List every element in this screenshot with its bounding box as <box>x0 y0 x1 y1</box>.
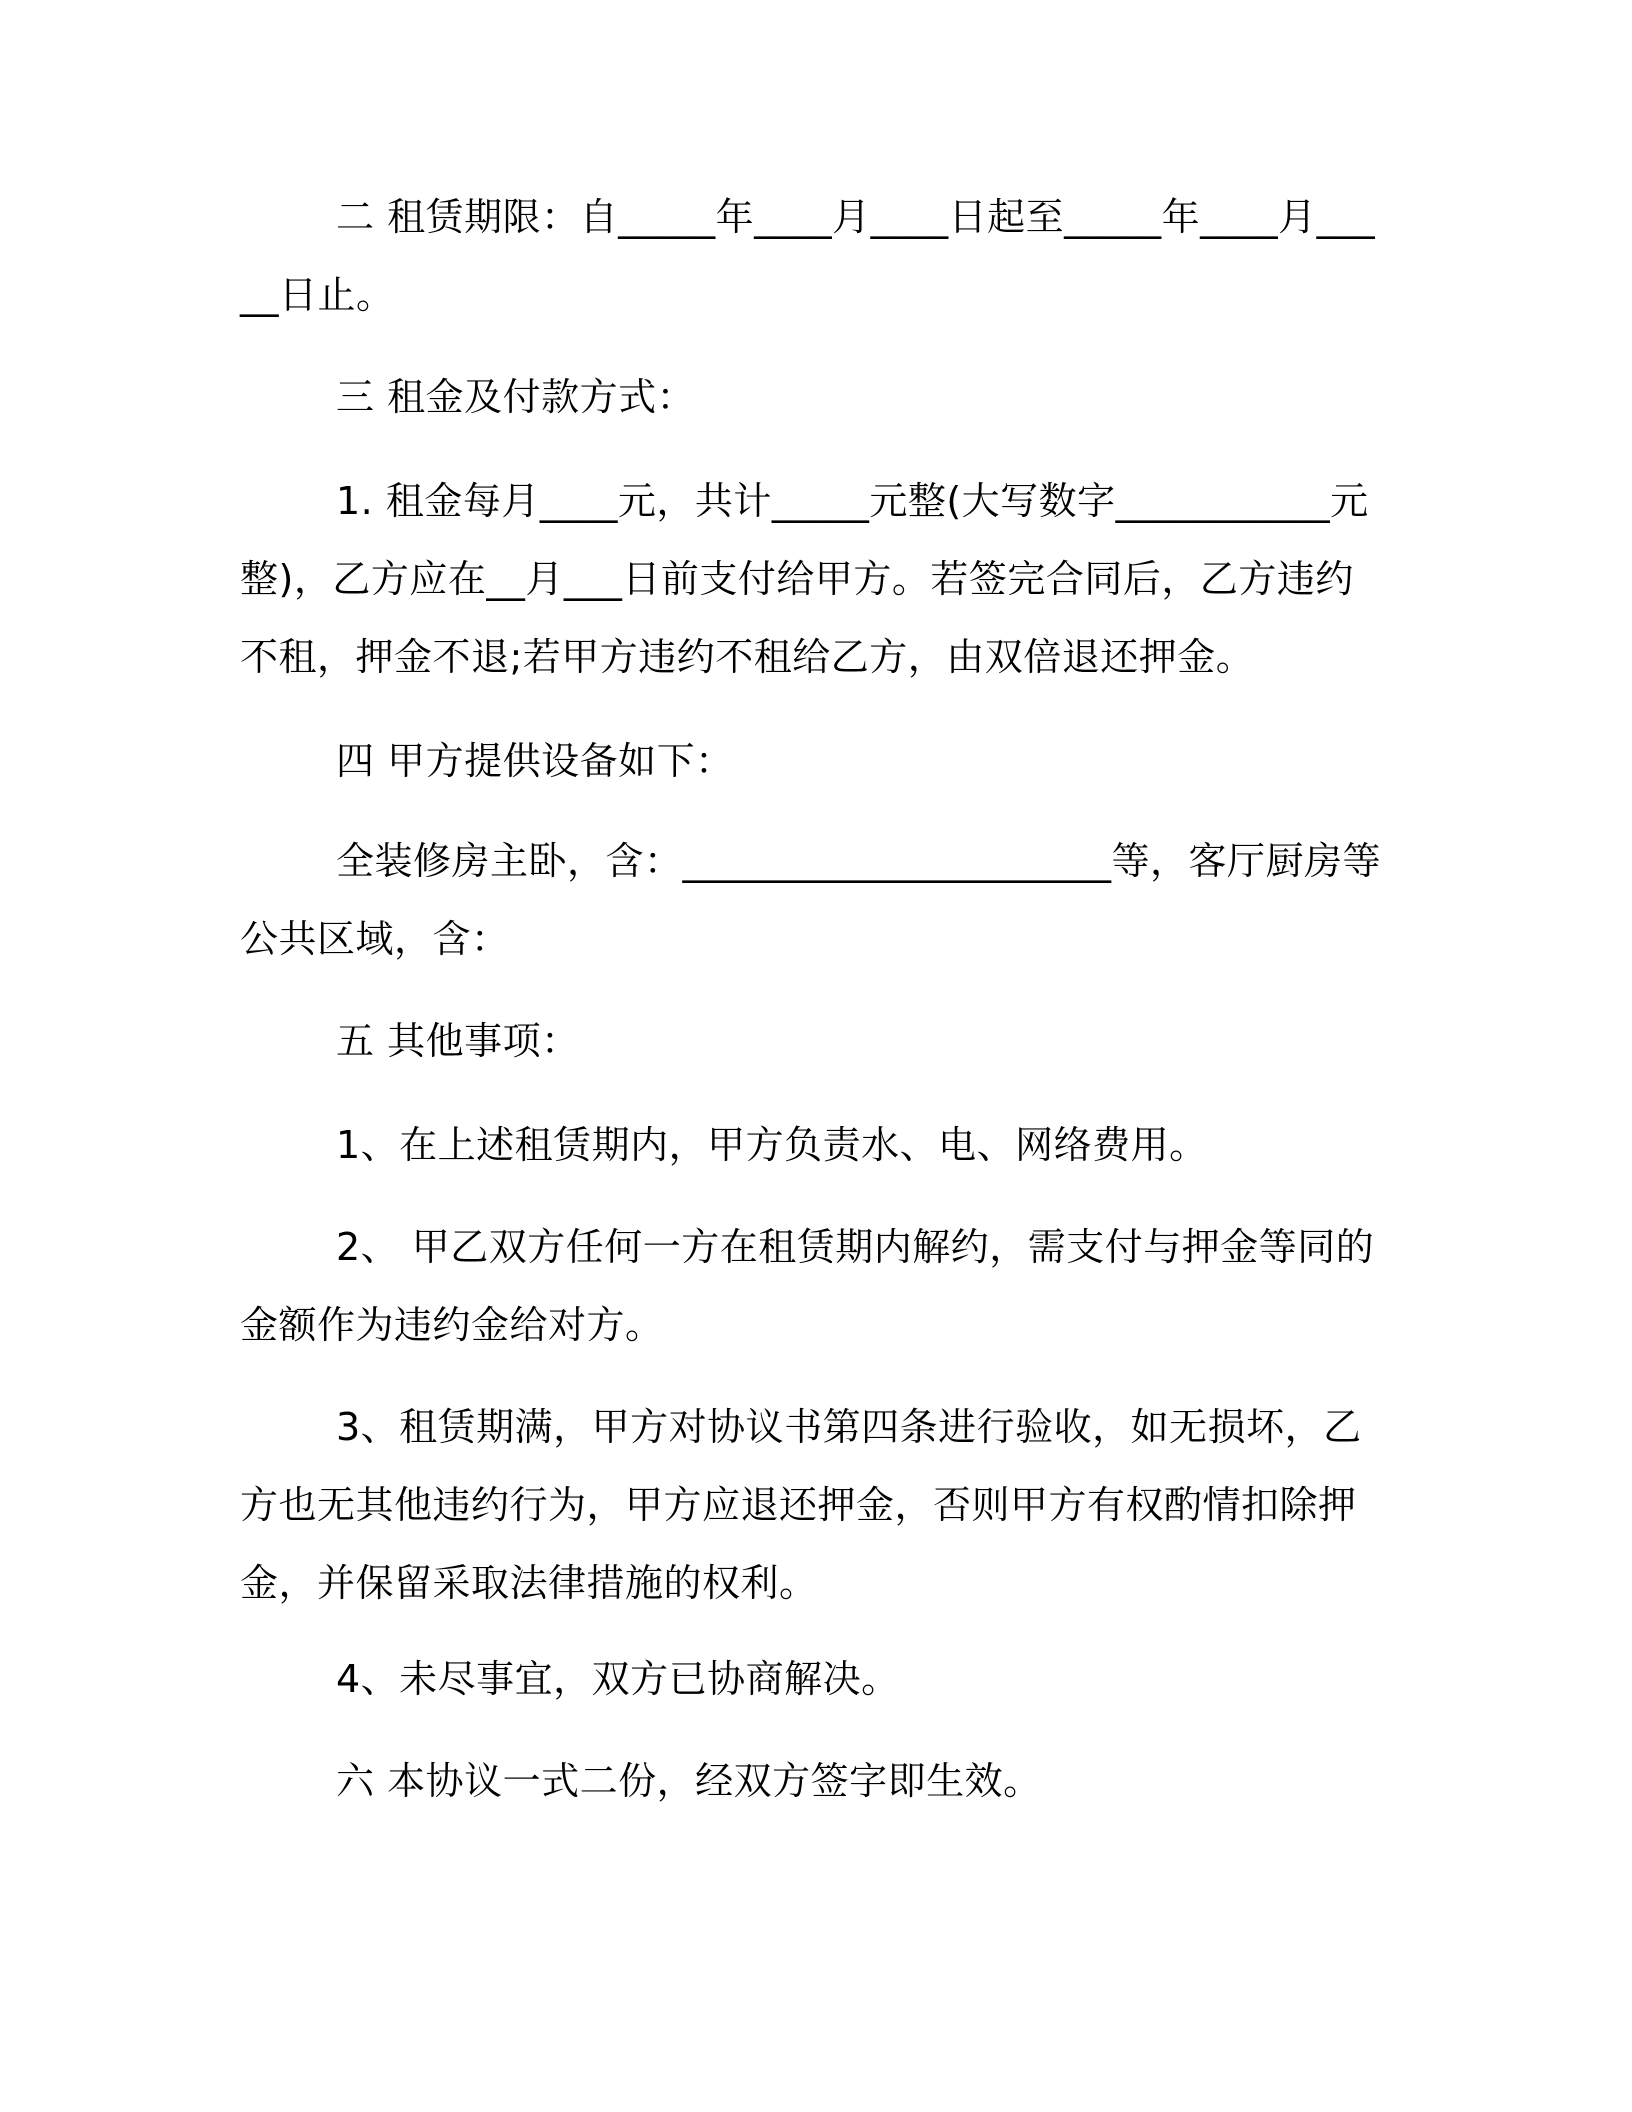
other-matters-item-2: 2、 甲乙双方任何一方在租赁期内解约，需支付与押金等同的金额作为违约金给对方。 <box>240 1225 1375 1347</box>
other-matters-heading: 五 其他事项： <box>336 1019 580 1063</box>
rent-payment-heading: 三 租金及付款方式： <box>336 375 696 419</box>
other-matters-item-1: 1、在上述租赁期内，甲方负责水、电、网络费用。 <box>336 1123 1208 1167</box>
other-matters-item-4: 4、未尽事宜，双方已协商解决。 <box>336 1657 900 1701</box>
effectiveness-clause: 六 本协议一式二份，经双方签字即生效。 <box>336 1759 1042 1803</box>
equipment-heading: 四 甲方提供设备如下： <box>336 739 734 783</box>
equipment-paragraph: 全装修房主卧，含：______________________等，客厅厨房等公共区域，含： <box>240 839 1382 961</box>
other-matters-item-3: 3、租赁期满，甲方对协议书第四条进行验收，如无损坏，乙方也无其他违约行为，甲方应退还押金，否则甲方有权酌情扣除押金，并保留采取法律措施的权利。 <box>240 1405 1362 1605</box>
rent-amount-paragraph: 1. 租金每月____元，共计_____元整(大写数字___________元整)，乙方应在__月___日前支付给甲方。若签完合同后，乙方违约不租，押金不退;若甲方违约不租给乙方，由双倍退还押金。 <box>240 479 1369 679</box>
lease-term-paragraph: 二 租赁期限：自_____年____月____日起至_____年____月_____日止。 <box>240 195 1376 317</box>
